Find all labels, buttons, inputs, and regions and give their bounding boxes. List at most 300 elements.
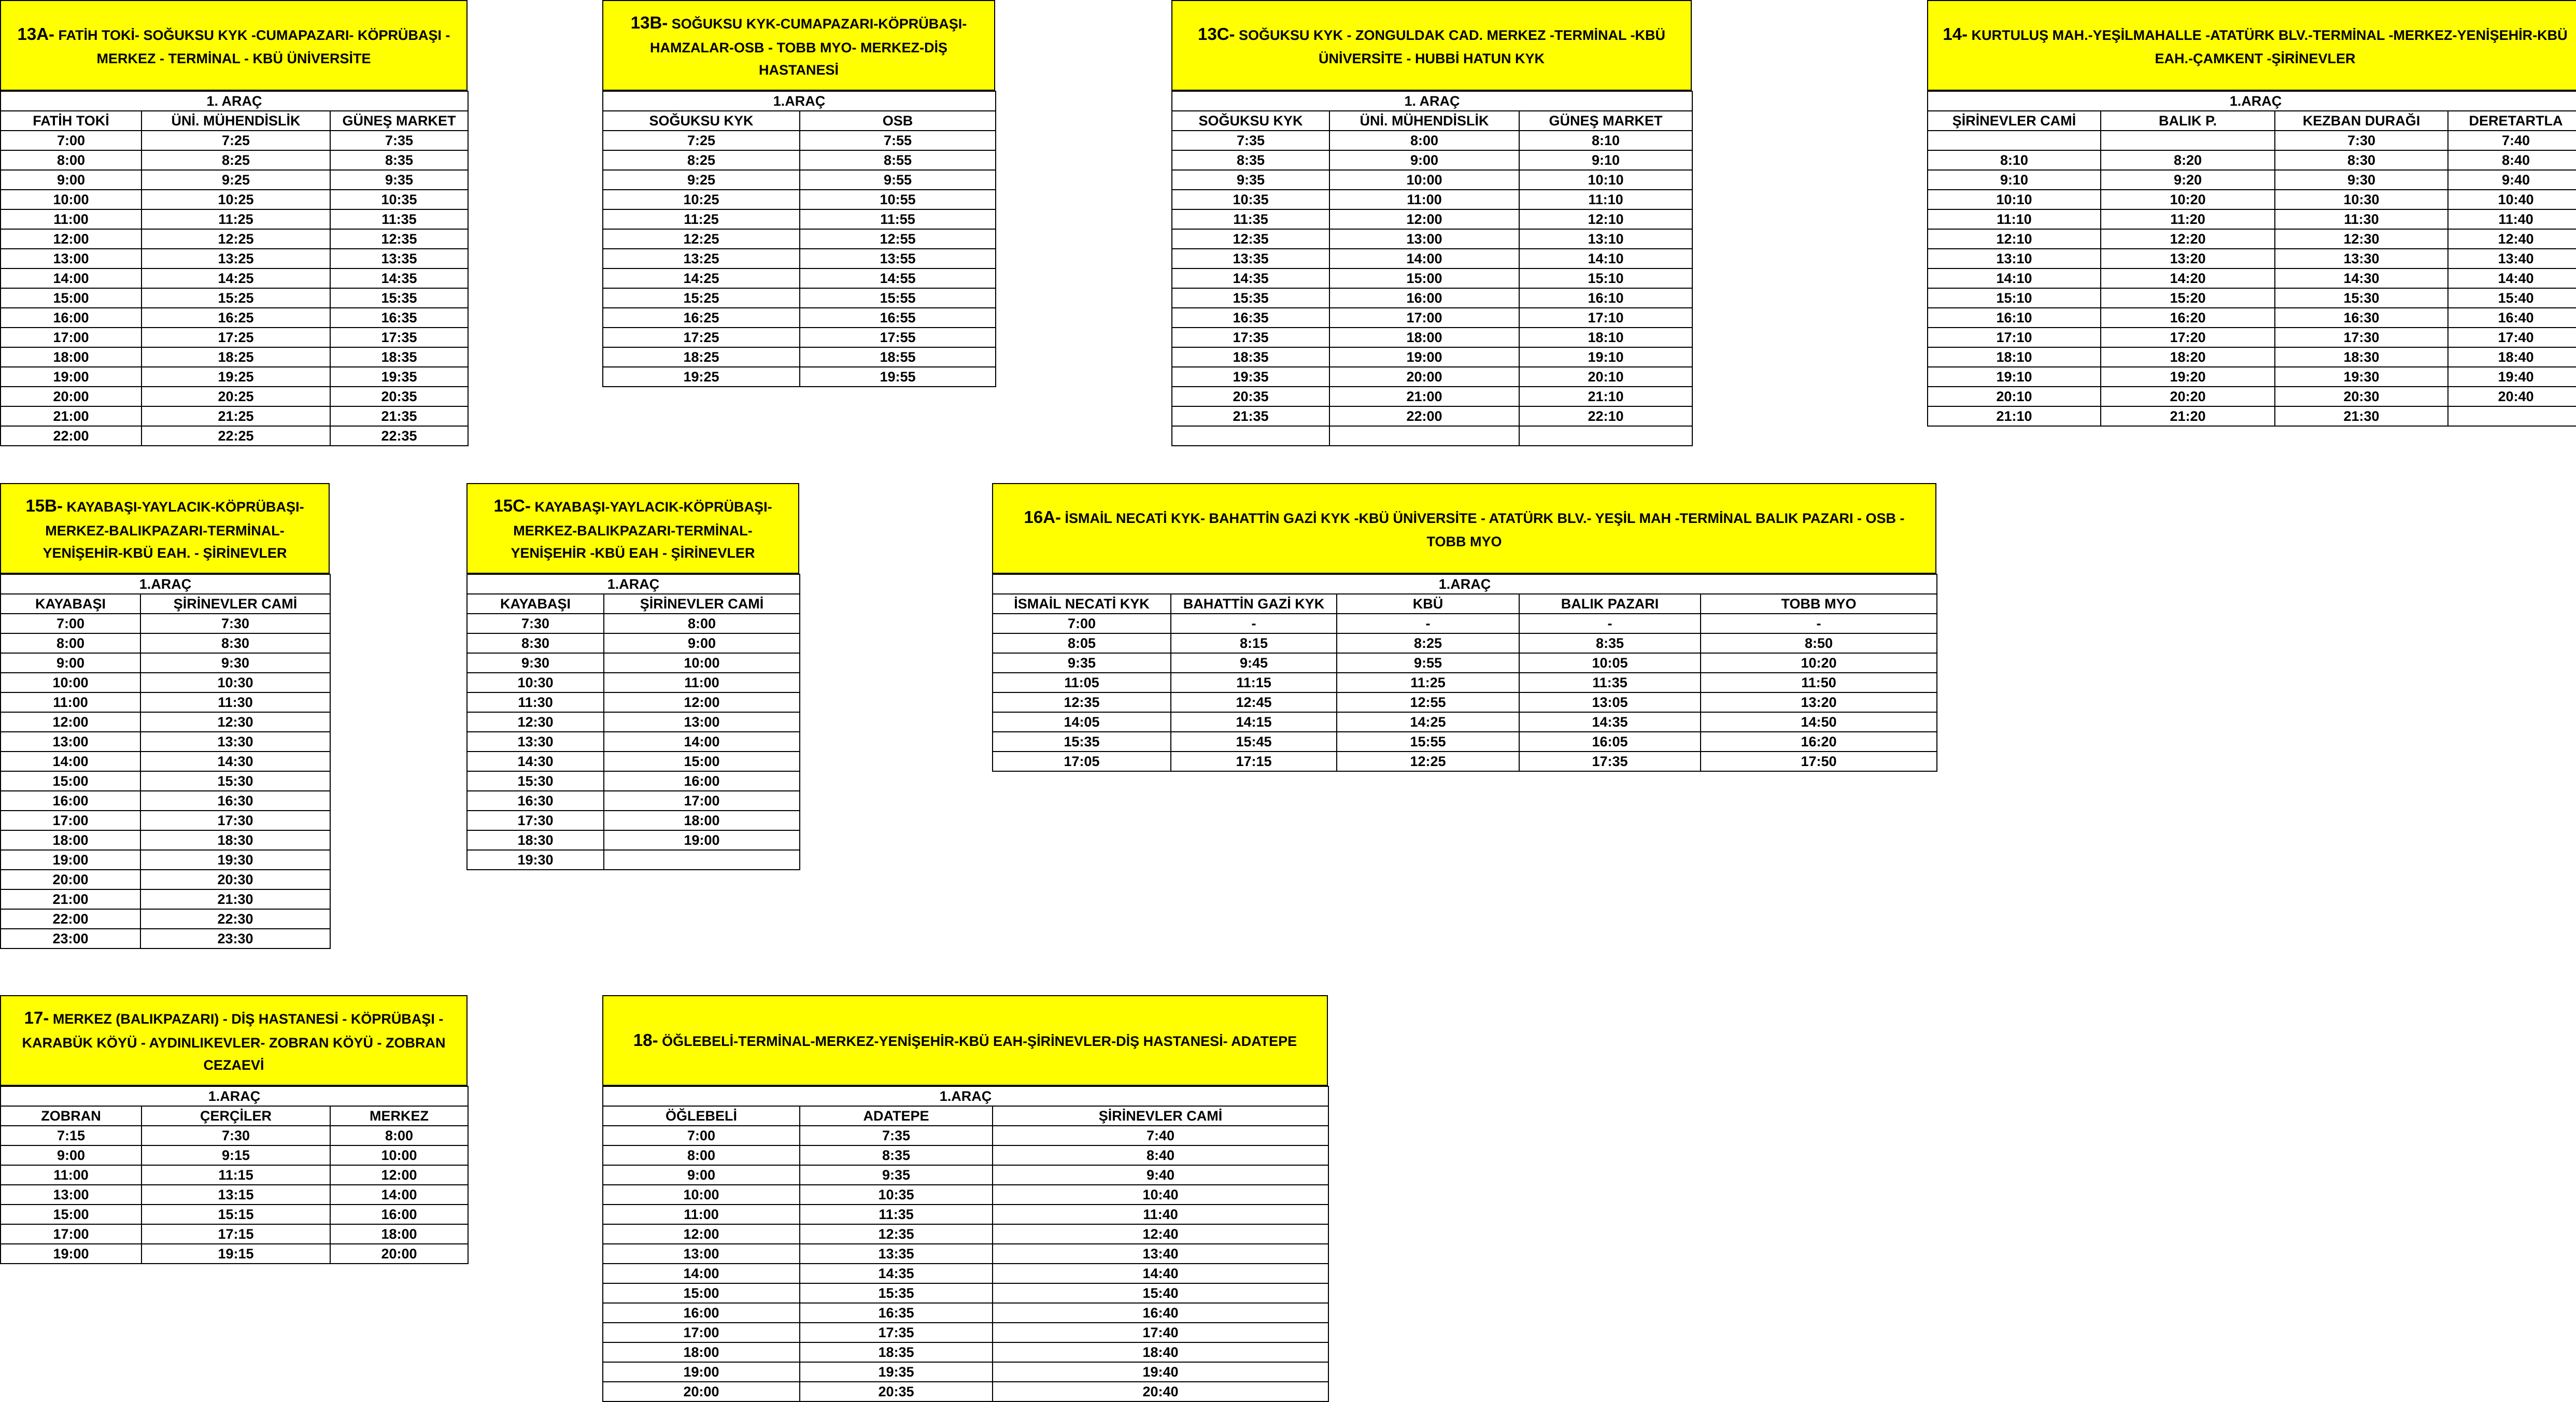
table-row: [1, 752, 330, 771]
table-row: [603, 347, 996, 367]
table-row: [467, 653, 800, 673]
departure-time: 14:25: [141, 268, 330, 288]
departure-time: 10:35: [800, 1185, 993, 1205]
route-title: MERKEZ (BALIKPAZARI) - DİŞ HASTANESİ - KÖPRÜBAŞI - KARABÜK KÖYÜ - AYDINLIKEVLER- ZOBRAN KÖYÜ - ZOBRAN CEZAEVİ: [22, 1011, 446, 1073]
departure-time: 9:25: [603, 170, 800, 190]
departure-time: 17:30: [140, 811, 330, 830]
table-row: [993, 712, 1937, 732]
departure-time: 11:10: [1519, 190, 1692, 209]
departure-time: 14:20: [2101, 268, 2275, 288]
departure-time: 16:00: [603, 1303, 800, 1323]
departure-time: 16:00: [1, 308, 141, 328]
departure-time: 13:05: [1519, 692, 1701, 712]
stop-name: KEZBAN DURAĞI: [2275, 111, 2448, 131]
table-row: [1, 190, 468, 209]
table-row: [1, 850, 330, 870]
departure-time: 13:35: [1172, 249, 1329, 268]
departure-time: 21:20: [2101, 406, 2275, 426]
route-schedule: [1927, 0, 2576, 427]
departure-time: 17:40: [2448, 328, 2576, 347]
departure-time: 7:00: [993, 614, 1171, 633]
departure-time: 18:10: [1519, 328, 1692, 347]
departure-time: 8:05: [993, 633, 1171, 653]
stop-name: GÜNEŞ MARKET: [1519, 111, 1692, 131]
route-code: 17-: [24, 1008, 49, 1027]
departure-time: 14:30: [2275, 268, 2448, 288]
departure-time: 17:00: [604, 791, 800, 811]
table-row: [603, 328, 996, 347]
table-row: [1172, 288, 1692, 308]
departure-time: 11:00: [603, 1205, 800, 1224]
departure-time: 18:00: [1, 830, 140, 850]
departure-time: 9:00: [604, 633, 800, 653]
table-row: [1, 712, 330, 732]
table-row: [1, 209, 468, 229]
table-row: [1, 771, 330, 791]
departure-time: 20:00: [330, 1244, 468, 1264]
column-header-row: [1, 594, 330, 614]
departure-time: 10:00: [604, 653, 800, 673]
departure-time: 11:55: [800, 209, 996, 229]
departure-time: 7:25: [603, 131, 800, 150]
route-header: [0, 995, 468, 1086]
departure-time: 11:40: [993, 1205, 1328, 1224]
stop-name: ŞİRİNEVLER CAMİ: [604, 594, 800, 614]
departure-time: 7:30: [141, 1126, 330, 1145]
table-row: [603, 190, 996, 209]
departure-time: 20:00: [1329, 367, 1519, 387]
departure-time: 11:30: [467, 692, 604, 712]
table-row: [1928, 367, 2576, 387]
departure-time: 15:30: [467, 771, 604, 791]
table-row: [1, 633, 330, 653]
departure-time: 12:30: [2275, 229, 2448, 249]
departure-time: 13:30: [140, 732, 330, 752]
departure-time: 13:00: [1, 249, 141, 268]
departure-time: 13:15: [141, 1185, 330, 1205]
departure-time: 10:30: [140, 673, 330, 692]
timetable: [0, 1086, 469, 1264]
vehicle-label: 1.ARAÇ: [993, 574, 1937, 594]
departure-time: 19:00: [603, 1362, 800, 1382]
departure-time: 16:25: [603, 308, 800, 328]
table-row: [603, 170, 996, 190]
departure-time: 19:35: [1172, 367, 1329, 387]
departure-time: 15:25: [603, 288, 800, 308]
departure-time: 15:00: [1, 1205, 141, 1224]
departure-time: 14:00: [1329, 249, 1519, 268]
departure-time: 16:00: [604, 771, 800, 791]
table-row: [1172, 347, 1692, 367]
departure-time: 10:00: [330, 1145, 468, 1165]
table-row: [1, 732, 330, 752]
table-row: [1928, 328, 2576, 347]
departure-time: 8:30: [140, 633, 330, 653]
table-row: [603, 1303, 1328, 1323]
departure-time: 16:40: [2448, 308, 2576, 328]
table-row: [467, 712, 800, 732]
table-row: [467, 771, 800, 791]
stop-name: OSB: [800, 111, 996, 131]
column-header-row: [1, 1106, 468, 1126]
vehicle-label: 1. ARAÇ: [1172, 91, 1692, 111]
column-header-row: [1928, 111, 2576, 131]
departure-time: 9:55: [800, 170, 996, 190]
column-header-row: [993, 594, 1937, 614]
stop-name: ÜNİ. MÜHENDİSLİK: [141, 111, 330, 131]
departure-time: 11:30: [140, 692, 330, 712]
table-row: [1, 249, 468, 268]
route-title: SOĞUKSU KYK-CUMAPAZARI-KÖPRÜBAŞI-HAMZALAR-OSB - TOBB MYO- MERKEZ-DİŞ HASTANESİ: [650, 16, 967, 78]
departure-time: 7:40: [2448, 131, 2576, 150]
stop-name: BALIK P.: [2101, 111, 2275, 131]
departure-time: 9:00: [603, 1165, 800, 1185]
table-row: [1928, 209, 2576, 229]
departure-time: 13:55: [800, 249, 996, 268]
departure-time: 7:15: [1, 1126, 141, 1145]
departure-time: 11:10: [1928, 209, 2101, 229]
route-header-text: [1184, 21, 1679, 70]
departure-time: 8:25: [603, 150, 800, 170]
departure-time: 20:10: [1519, 367, 1692, 387]
departure-time: 19:25: [141, 367, 330, 387]
departure-time: 7:00: [1, 614, 140, 633]
table-row: [993, 653, 1937, 673]
departure-time: 20:00: [1, 870, 140, 889]
departure-time: 18:40: [2448, 347, 2576, 367]
table-row: [1928, 347, 2576, 367]
vehicle-row: [1928, 91, 2576, 111]
departure-time: 16:30: [2275, 308, 2448, 328]
departure-time: 20:35: [800, 1382, 993, 1401]
vehicle-row: [1, 574, 330, 594]
route-title: KURTULUŞ MAH.-YEŞİLMAHALLE -ATATÜRK BLV.-TERMİNAL -MERKEZ-YENİŞEHİR-KBÜ EAH.-ÇAMKENT -ŞİRİNEVLER: [1968, 27, 2568, 67]
departure-time: 8:00: [1, 633, 140, 653]
departure-time: 17:00: [1329, 308, 1519, 328]
departure-time: 12:35: [993, 692, 1171, 712]
departure-time: 16:20: [2101, 308, 2275, 328]
table-row: [1, 406, 468, 426]
table-row: [1, 170, 468, 190]
departure-time: [1329, 426, 1519, 446]
table-row: [1172, 131, 1692, 150]
vehicle-label: 1.ARAÇ: [1, 1086, 468, 1106]
vehicle-row: [603, 1086, 1328, 1106]
table-row: [1, 830, 330, 850]
departure-time: 11:50: [1701, 673, 1937, 692]
departure-time: 13:10: [1928, 249, 2101, 268]
departure-time: 20:20: [2101, 387, 2275, 406]
departure-time: 14:40: [2448, 268, 2576, 288]
table-row: [603, 229, 996, 249]
table-row: [993, 633, 1937, 653]
departure-time: 15:55: [1337, 732, 1519, 752]
departure-time: 19:25: [603, 367, 800, 387]
departure-time: 11:05: [993, 673, 1171, 692]
departure-time: 8:00: [604, 614, 800, 633]
departure-time: 8:55: [800, 150, 996, 170]
departure-time: 12:10: [1519, 209, 1692, 229]
departure-time: 11:35: [1172, 209, 1329, 229]
departure-time: 16:10: [1519, 288, 1692, 308]
departure-time: 8:35: [1519, 633, 1701, 653]
departure-time: 14:35: [1172, 268, 1329, 288]
departure-time: 21:35: [330, 406, 468, 426]
departure-time: 18:55: [800, 347, 996, 367]
departure-time: 9:00: [1, 170, 141, 190]
departure-time: 13:20: [2101, 249, 2275, 268]
departure-time: 9:00: [1, 1145, 141, 1165]
route-header: [0, 483, 330, 574]
stop-name: TOBB MYO: [1701, 594, 1937, 614]
table-row: [603, 1244, 1328, 1264]
vehicle-label: 1.ARAÇ: [603, 91, 996, 111]
table-row: [1928, 249, 2576, 268]
vehicle-label: 1.ARAÇ: [1928, 91, 2576, 111]
departure-time: 18:10: [1928, 347, 2101, 367]
table-row: [603, 1126, 1328, 1145]
departure-time: [2448, 406, 2576, 426]
timetable: [466, 574, 800, 870]
departure-time: 8:10: [1928, 150, 2101, 170]
departure-time: 22:00: [1, 909, 140, 929]
departure-time: 19:00: [1, 367, 141, 387]
table-row: [1, 387, 468, 406]
table-row: [1, 426, 468, 446]
departure-time: 10:00: [1, 673, 140, 692]
departure-time: 16:35: [800, 1303, 993, 1323]
table-row: [1, 1165, 468, 1185]
departure-time: 15:10: [1519, 268, 1692, 288]
departure-time: 23:00: [1, 929, 140, 948]
departure-time: 16:20: [1701, 732, 1937, 752]
departure-time: 9:10: [1519, 150, 1692, 170]
departure-time: 18:00: [603, 1342, 800, 1362]
departure-time: 16:55: [800, 308, 996, 328]
departure-time: 15:40: [993, 1283, 1328, 1303]
departure-time: 13:20: [1701, 692, 1937, 712]
departure-time: 10:25: [603, 190, 800, 209]
departure-time: 15:15: [141, 1205, 330, 1224]
departure-time: 13:35: [330, 249, 468, 268]
departure-time: 12:35: [800, 1224, 993, 1244]
vehicle-row: [993, 574, 1937, 594]
departure-time: 21:35: [1172, 406, 1329, 426]
departure-time: 20:35: [1172, 387, 1329, 406]
departure-time: 19:00: [1, 850, 140, 870]
departure-time: 17:20: [2101, 328, 2275, 347]
departure-time: 11:00: [1329, 190, 1519, 209]
departure-time: 10:20: [1701, 653, 1937, 673]
departure-time: 8:35: [330, 150, 468, 170]
table-row: [1172, 426, 1692, 446]
departure-time: 9:40: [2448, 170, 2576, 190]
stop-name: KAYABAŞI: [1, 594, 140, 614]
column-header-row: [467, 594, 800, 614]
departure-time: 19:15: [141, 1244, 330, 1264]
departure-time: 7:00: [603, 1126, 800, 1145]
departure-time: 12:35: [1172, 229, 1329, 249]
departure-time: 18:40: [993, 1342, 1328, 1362]
departure-time: 12:55: [1337, 692, 1519, 712]
departure-time: 14:55: [800, 268, 996, 288]
table-row: [1, 673, 330, 692]
route-header-text: [12, 1004, 455, 1077]
timetable: [992, 574, 1937, 772]
departure-time: 7:35: [330, 131, 468, 150]
table-row: [467, 830, 800, 850]
departure-time: 7:25: [141, 131, 330, 150]
departure-time: 16:25: [141, 308, 330, 328]
departure-time: 19:40: [2448, 367, 2576, 387]
departure-time: 21:10: [1928, 406, 2101, 426]
departure-time: 20:00: [603, 1382, 800, 1401]
departure-time: 21:10: [1519, 387, 1692, 406]
table-row: [1928, 406, 2576, 426]
route-header: [602, 995, 1328, 1086]
departure-time: 10:40: [993, 1185, 1328, 1205]
departure-time: 10:25: [141, 190, 330, 209]
table-row: [603, 1224, 1328, 1244]
route-title: İSMAİL NECATİ KYK- BAHATTİN GAZİ KYK -KBÜ ÜNİVERSİTE - ATATÜRK BLV.- YEŞİL MAH -TERMİNAL BALIK PAZARI - OSB - TOBB MYO: [1061, 510, 1905, 550]
stop-name: ADATEPE: [800, 1106, 993, 1126]
departure-time: 12:45: [1171, 692, 1337, 712]
departure-time: 12:00: [330, 1165, 468, 1185]
departure-time: 15:35: [330, 288, 468, 308]
table-row: [603, 1323, 1328, 1342]
departure-time: 9:30: [140, 653, 330, 673]
departure-time: 9:35: [1172, 170, 1329, 190]
departure-time: 14:05: [993, 712, 1171, 732]
table-row: [1172, 209, 1692, 229]
departure-time: 14:25: [603, 268, 800, 288]
departure-time: 7:35: [800, 1126, 993, 1145]
vehicle-row: [467, 574, 800, 594]
departure-time: 11:00: [604, 673, 800, 692]
stop-name: ÖĞLEBELİ: [603, 1106, 800, 1126]
departure-time: 8:00: [603, 1145, 800, 1165]
departure-time: 14:30: [467, 752, 604, 771]
table-row: [1928, 288, 2576, 308]
table-row: [467, 752, 800, 771]
departure-time: 18:35: [800, 1342, 993, 1362]
departure-time: 18:00: [330, 1224, 468, 1244]
departure-time: 11:25: [603, 209, 800, 229]
departure-time: 21:30: [2275, 406, 2448, 426]
table-row: [1172, 367, 1692, 387]
vehicle-row: [1, 91, 468, 111]
table-row: [1172, 308, 1692, 328]
column-header-row: [603, 1106, 1328, 1126]
departure-time: 11:15: [141, 1165, 330, 1185]
stop-name: MERKEZ: [330, 1106, 468, 1126]
route-code: 15C-: [493, 495, 531, 515]
table-row: [993, 732, 1937, 752]
departure-time: 18:00: [604, 811, 800, 830]
departure-time: 15:55: [800, 288, 996, 308]
departure-time: 19:00: [1, 1244, 141, 1264]
table-row: [1, 811, 330, 830]
table-row: [1, 328, 468, 347]
table-row: [1, 909, 330, 929]
departure-time: 17:00: [1, 811, 140, 830]
departure-time: 16:00: [330, 1205, 468, 1224]
table-row: [603, 1165, 1328, 1185]
route-header-text: [12, 492, 317, 564]
route-schedule: [466, 483, 799, 870]
departure-time: 10:05: [1519, 653, 1701, 673]
departure-time: 19:00: [1329, 347, 1519, 367]
table-row: [603, 249, 996, 268]
departure-time: [604, 850, 800, 870]
departure-time: 20:40: [993, 1382, 1328, 1401]
departure-time: 17:30: [2275, 328, 2448, 347]
departure-time: 15:35: [1172, 288, 1329, 308]
departure-time: 9:35: [800, 1165, 993, 1185]
table-row: [603, 367, 996, 387]
departure-time: 14:40: [993, 1264, 1328, 1283]
timetable: [1171, 91, 1693, 446]
table-row: [1928, 387, 2576, 406]
table-row: [603, 131, 996, 150]
table-row: [1928, 190, 2576, 209]
departure-time: 18:30: [140, 830, 330, 850]
route-title: SOĞUKSU KYK - ZONGULDAK CAD. MERKEZ -TERMİNAL -KBÜ ÜNİVERSİTE - HUBBİ HATUN KYK: [1235, 27, 1665, 67]
departure-time: 19:40: [993, 1362, 1328, 1382]
departure-time: 17:00: [1, 328, 141, 347]
route-header: [0, 0, 468, 91]
departure-time: 9:30: [2275, 170, 2448, 190]
table-row: [603, 1145, 1328, 1165]
departure-time: 14:00: [1, 268, 141, 288]
departure-time: 18:30: [467, 830, 604, 850]
stop-name: ZOBRAN: [1, 1106, 141, 1126]
table-row: [603, 1205, 1328, 1224]
departure-time: 20:40: [2448, 387, 2576, 406]
departure-time: 13:10: [1519, 229, 1692, 249]
departure-time: 9:20: [2101, 170, 2275, 190]
route-code: 13B-: [630, 12, 668, 32]
table-row: [603, 1362, 1328, 1382]
departure-time: 9:55: [1337, 653, 1519, 673]
table-row: [1, 1185, 468, 1205]
departure-time: 10:20: [2101, 190, 2275, 209]
route-header-text: [479, 492, 787, 564]
departure-time: 9:25: [141, 170, 330, 190]
departure-time: 18:25: [141, 347, 330, 367]
table-row: [603, 209, 996, 229]
departure-time: 8:25: [141, 150, 330, 170]
route-schedule: [602, 995, 1328, 1402]
departure-time: -: [1519, 614, 1701, 633]
departure-time: 12:00: [1329, 209, 1519, 229]
column-header-row: [1, 111, 468, 131]
route-header: [466, 483, 799, 574]
departure-time: -: [1337, 614, 1519, 633]
table-row: [1, 889, 330, 909]
table-row: [467, 732, 800, 752]
departure-time: 11:00: [1, 692, 140, 712]
departure-time: 19:20: [2101, 367, 2275, 387]
departure-time: 7:30: [467, 614, 604, 633]
table-row: [467, 811, 800, 830]
timetable: [0, 91, 469, 446]
table-row: [603, 150, 996, 170]
table-row: [1172, 249, 1692, 268]
table-row: [467, 673, 800, 692]
table-row: [993, 692, 1937, 712]
departure-time: 9:15: [141, 1145, 330, 1165]
